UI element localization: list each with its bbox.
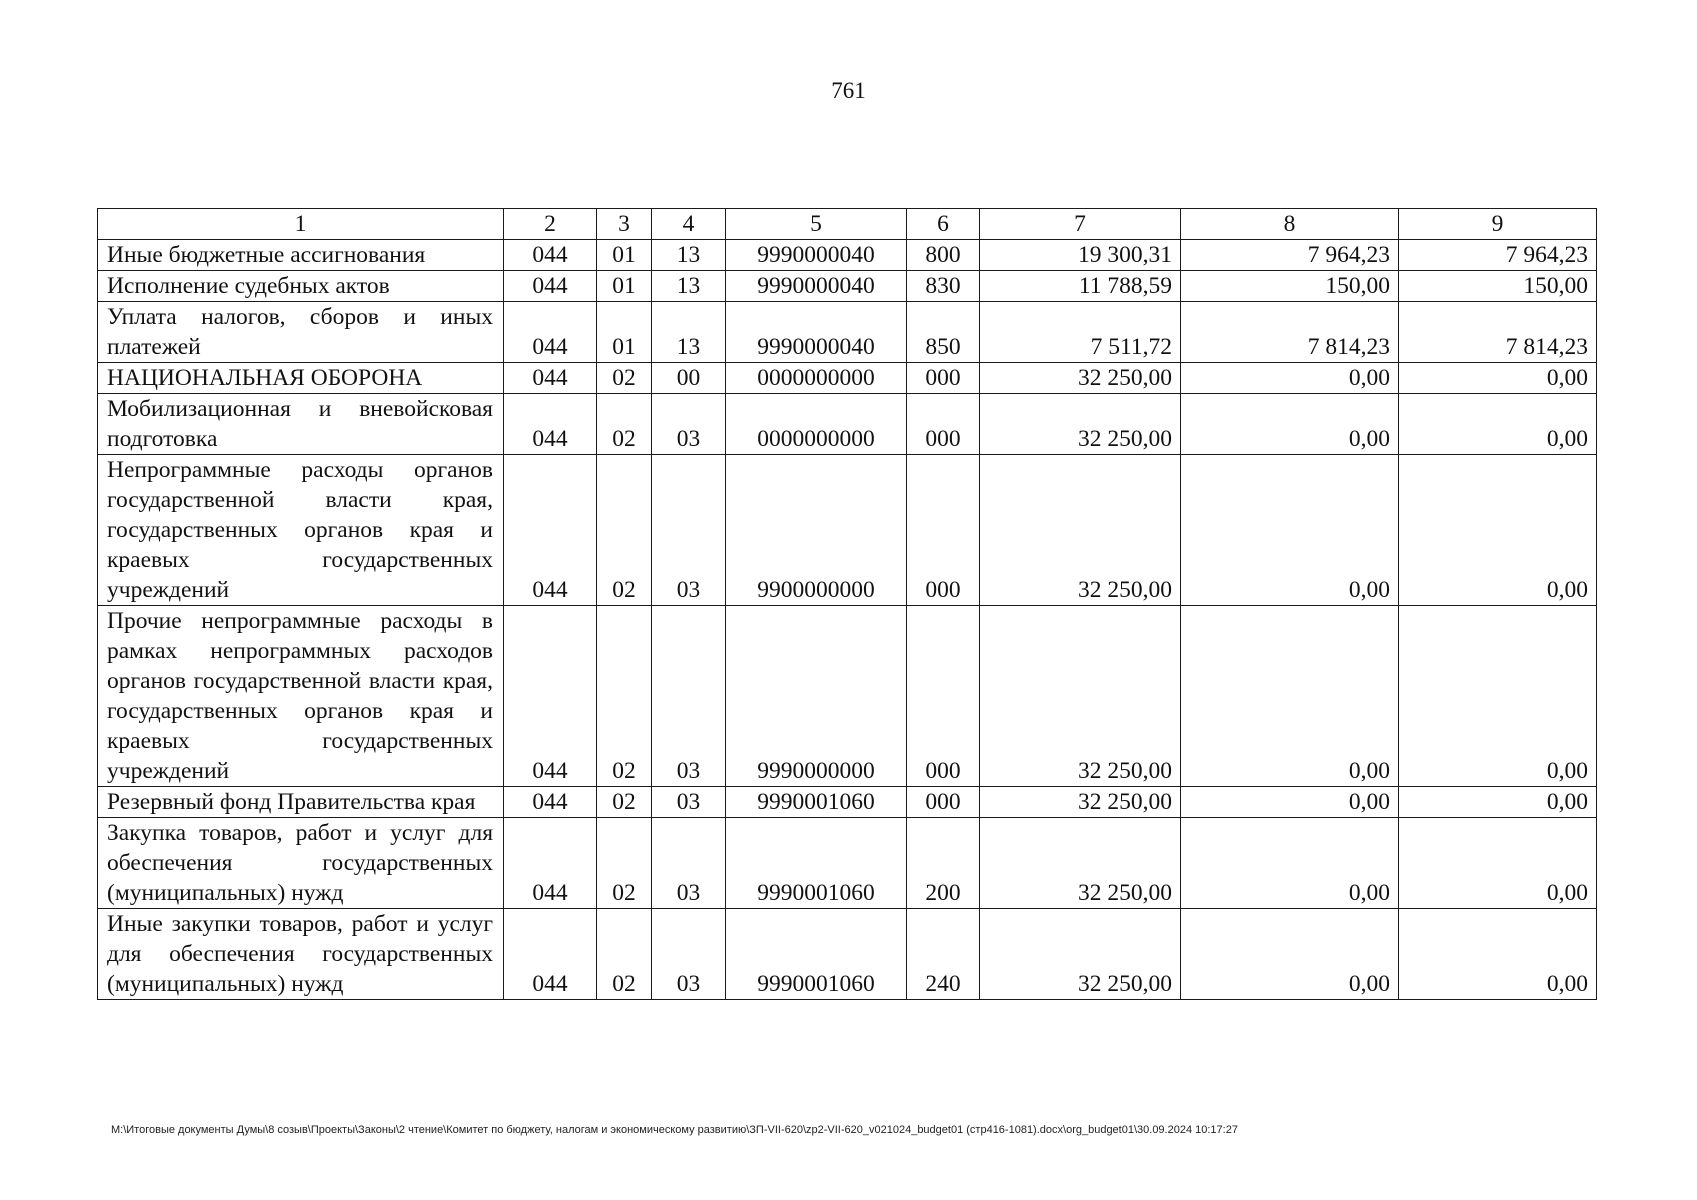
target-article-cell: 9900000000	[726, 455, 907, 606]
budget-table	[97, 208, 1597, 1000]
amount-col9-cell: 0,00	[1399, 818, 1597, 909]
amount-col7-cell: 32 250,00	[980, 909, 1181, 1000]
amount-col7-cell: 7 511,72	[980, 302, 1181, 363]
amount-col7-cell: 32 250,00	[980, 818, 1181, 909]
amount-col9-cell: 0,00	[1399, 909, 1597, 1000]
amount-col9-cell: 7 814,23	[1399, 302, 1597, 363]
table-row	[98, 394, 1597, 455]
subsection-cell: 13	[652, 271, 726, 302]
admin-code-cell: 044	[504, 302, 597, 363]
expense-type-cell: 000	[907, 394, 980, 455]
target-article-cell: 9990000000	[726, 606, 907, 787]
target-article-cell: 0000000000	[726, 363, 907, 394]
section-cell: 01	[597, 302, 652, 363]
row-name-cell: Закупка товаров, работ и услуг для обеспечения государственных (муниципальных) нужд	[98, 818, 504, 909]
admin-code-cell: 044	[504, 363, 597, 394]
target-article-cell: 9990001060	[726, 787, 907, 818]
amount-col8-cell: 0,00	[1181, 818, 1399, 909]
amount-col7-cell: 11 788,59	[980, 271, 1181, 302]
target-article-cell: 9990001060	[726, 909, 907, 1000]
admin-code-cell: 044	[504, 240, 597, 271]
section-cell: 02	[597, 363, 652, 394]
header-cell: 4	[652, 209, 726, 240]
amount-col9-cell: 0,00	[1399, 606, 1597, 787]
amount-col7-cell: 32 250,00	[980, 363, 1181, 394]
admin-code-cell: 044	[504, 606, 597, 787]
section-cell: 02	[597, 909, 652, 1000]
amount-col8-cell: 0,00	[1181, 787, 1399, 818]
amount-col9-cell: 150,00	[1399, 271, 1597, 302]
target-article-cell: 9990000040	[726, 240, 907, 271]
header-cell: 3	[597, 209, 652, 240]
subsection-cell: 03	[652, 818, 726, 909]
expense-type-cell: 000	[907, 363, 980, 394]
table-row	[98, 787, 1597, 818]
row-name-cell: Непрограммные расходы органов государственной власти края, государственных органов края и краевых государственных учреждений	[98, 455, 504, 606]
expense-type-cell: 240	[907, 909, 980, 1000]
amount-col8-cell: 0,00	[1181, 363, 1399, 394]
table-row	[98, 271, 1597, 302]
header-cell: 6	[907, 209, 980, 240]
subsection-cell: 03	[652, 394, 726, 455]
expense-type-cell: 000	[907, 455, 980, 606]
admin-code-cell: 044	[504, 818, 597, 909]
amount-col7-cell: 32 250,00	[980, 606, 1181, 787]
table-row	[98, 909, 1597, 1000]
header-cell: 5	[726, 209, 907, 240]
row-name-cell: Иные закупки товаров, работ и услуг для обеспечения государственных (муниципальных) нужд	[98, 909, 504, 1000]
amount-col8-cell: 7 814,23	[1181, 302, 1399, 363]
target-article-cell: 9990000040	[726, 271, 907, 302]
header-cell: 9	[1399, 209, 1597, 240]
table-header-row	[98, 209, 1597, 240]
row-name-cell: Иные бюджетные ассигнования	[98, 240, 504, 271]
subsection-cell: 03	[652, 606, 726, 787]
amount-col9-cell: 0,00	[1399, 455, 1597, 606]
expense-type-cell: 000	[907, 606, 980, 787]
expense-type-cell: 000	[907, 787, 980, 818]
expense-type-cell: 200	[907, 818, 980, 909]
table-row	[98, 240, 1597, 271]
amount-col9-cell: 0,00	[1399, 394, 1597, 455]
admin-code-cell: 044	[504, 909, 597, 1000]
header-cell: 8	[1181, 209, 1399, 240]
amount-col9-cell: 0,00	[1399, 363, 1597, 394]
amount-col7-cell: 19 300,31	[980, 240, 1181, 271]
expense-type-cell: 830	[907, 271, 980, 302]
target-article-cell: 0000000000	[726, 394, 907, 455]
amount-col8-cell: 150,00	[1181, 271, 1399, 302]
amount-col8-cell: 0,00	[1181, 909, 1399, 1000]
table-row	[98, 818, 1597, 909]
row-name-cell: Уплата налогов, сборов и иных платежей	[98, 302, 504, 363]
header-cell: 1	[98, 209, 504, 240]
subsection-cell: 03	[652, 455, 726, 606]
table-body	[98, 209, 1597, 1000]
section-cell: 01	[597, 271, 652, 302]
table-row	[98, 455, 1597, 606]
row-name-cell: Мобилизационная и вневойсковая подготовка	[98, 394, 504, 455]
admin-code-cell: 044	[504, 787, 597, 818]
row-name-cell: Резервный фонд Правительства края	[98, 787, 504, 818]
subsection-cell: 03	[652, 909, 726, 1000]
section-cell: 02	[597, 606, 652, 787]
table-row	[98, 363, 1597, 394]
subsection-cell: 13	[652, 240, 726, 271]
section-cell: 02	[597, 455, 652, 606]
table-row	[98, 606, 1597, 787]
target-article-cell: 9990001060	[726, 818, 907, 909]
amount-col9-cell: 7 964,23	[1399, 240, 1597, 271]
subsection-cell: 00	[652, 363, 726, 394]
admin-code-cell: 044	[504, 394, 597, 455]
amount-col8-cell: 7 964,23	[1181, 240, 1399, 271]
admin-code-cell: 044	[504, 271, 597, 302]
footer-file-path: М:\Итоговые документы Думы\8 созыв\Проекты\Законы\2 чтение\Комитет по бюджету, налогам и экономическому развитию\ЗП-VII-620\zp2-VII-620_v021024_budget01 (стр416-1081).docx\org_budget01\30.09.2024 10:17:27	[111, 1124, 1238, 1136]
amount-col7-cell: 32 250,00	[980, 787, 1181, 818]
amount-col7-cell: 32 250,00	[980, 455, 1181, 606]
page-number: 761	[831, 78, 866, 103]
amount-col7-cell: 32 250,00	[980, 394, 1181, 455]
header-cell: 7	[980, 209, 1181, 240]
header-cell: 2	[504, 209, 597, 240]
admin-code-cell: 044	[504, 455, 597, 606]
row-name-cell: НАЦИОНАЛЬНАЯ ОБОРОНА	[98, 363, 504, 394]
expense-type-cell: 800	[907, 240, 980, 271]
section-cell: 02	[597, 787, 652, 818]
row-name-cell: Исполнение судебных актов	[98, 271, 504, 302]
subsection-cell: 13	[652, 302, 726, 363]
amount-col9-cell: 0,00	[1399, 787, 1597, 818]
table-row	[98, 302, 1597, 363]
amount-col8-cell: 0,00	[1181, 606, 1399, 787]
section-cell: 01	[597, 240, 652, 271]
row-name-cell: Прочие непрограммные расходы в рамках непрограммных расходов органов государственной власти края, государственных органов края и краевых государственных учреждений	[98, 606, 504, 787]
amount-col8-cell: 0,00	[1181, 394, 1399, 455]
expense-type-cell: 850	[907, 302, 980, 363]
section-cell: 02	[597, 818, 652, 909]
amount-col8-cell: 0,00	[1181, 455, 1399, 606]
target-article-cell: 9990000040	[726, 302, 907, 363]
section-cell: 02	[597, 394, 652, 455]
subsection-cell: 03	[652, 787, 726, 818]
